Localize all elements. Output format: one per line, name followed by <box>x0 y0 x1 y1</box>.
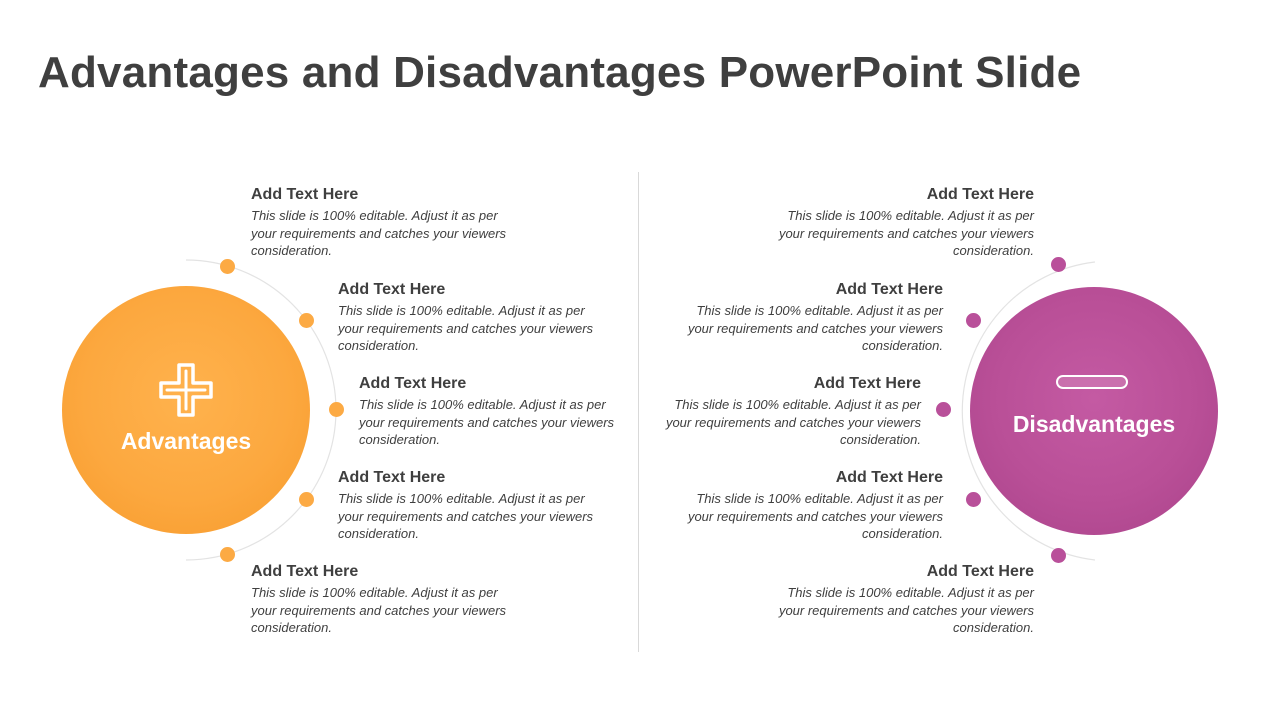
disadvantage-item-title: Add Text Here <box>835 281 943 298</box>
advantage-item-title: Add Text Here <box>338 469 446 486</box>
advantages-dot-3 <box>329 402 344 417</box>
disadvantage-item-title: Add Text Here <box>835 469 943 486</box>
advantage-item-title: Add Text Here <box>251 186 359 203</box>
disadvantage-item <box>673 280 943 355</box>
disadvantage-item-desc: This slide is 100% editable. Adjust it as per your requirements and catches your viewers consideration. <box>778 208 1034 258</box>
disadvantages-dot-5 <box>1051 548 1066 563</box>
advantage-item-desc: This slide is 100% editable. Adjust it as per your requirements and catches your viewers consideration. <box>251 208 507 258</box>
advantage-item-title: Add Text Here <box>338 281 446 298</box>
disadvantage-item-title: Add Text Here <box>926 186 1034 203</box>
slide-title: Advantages and Disadvantages PowerPoint Slide <box>38 48 1082 97</box>
disadvantage-item <box>651 374 921 449</box>
disadvantage-item <box>673 468 943 543</box>
disadvantages-dot-4 <box>966 492 981 507</box>
disadvantage-item-title: Add Text Here <box>926 563 1034 580</box>
advantage-item-title: Add Text Here <box>359 375 467 392</box>
advantages-dot-2 <box>299 313 314 328</box>
disadvantages-dot-1 <box>1051 257 1066 272</box>
advantages-dot-5 <box>220 547 235 562</box>
advantage-item <box>251 562 521 637</box>
advantage-item <box>359 374 629 449</box>
disadvantage-item-desc: This slide is 100% editable. Adjust it as per your requirements and catches your viewers consideration. <box>778 585 1034 635</box>
advantage-item-title: Add Text Here <box>251 563 359 580</box>
center-divider <box>638 172 639 652</box>
advantages-label: Advantages <box>120 428 252 454</box>
advantages-dot-1 <box>220 259 235 274</box>
disadvantage-item-desc: This slide is 100% editable. Adjust it as per your requirements and catches your viewers consideration. <box>687 491 943 541</box>
advantage-item-desc: This slide is 100% editable. Adjust it as per your requirements and catches your viewers consideration. <box>251 585 507 635</box>
disadvantages-circle <box>970 287 1218 535</box>
advantage-item-desc: This slide is 100% editable. Adjust it as per your requirements and catches your viewers consideration. <box>338 303 594 353</box>
advantage-item <box>338 280 608 355</box>
plus-icon <box>157 361 215 419</box>
disadvantages-label: Disadvantages <box>1012 411 1176 437</box>
disadvantage-item-desc: This slide is 100% editable. Adjust it as per your requirements and catches your viewers consideration. <box>687 303 943 353</box>
disadvantage-item <box>764 185 1034 260</box>
advantage-item <box>251 185 521 260</box>
disadvantage-item-title: Add Text Here <box>813 375 921 392</box>
disadvantages-dot-3 <box>936 402 951 417</box>
disadvantages-dot-2 <box>966 313 981 328</box>
minus-icon <box>1056 375 1128 389</box>
disadvantage-item-desc: This slide is 100% editable. Adjust it as per your requirements and catches your viewers consideration. <box>665 397 921 447</box>
advantage-item-desc: This slide is 100% editable. Adjust it as per your requirements and catches your viewers consideration. <box>359 397 615 447</box>
advantage-item <box>338 468 608 543</box>
advantage-item-desc: This slide is 100% editable. Adjust it as per your requirements and catches your viewers consideration. <box>338 491 594 541</box>
disadvantage-item <box>764 562 1034 637</box>
advantages-circle <box>62 286 310 534</box>
advantages-dot-4 <box>299 492 314 507</box>
